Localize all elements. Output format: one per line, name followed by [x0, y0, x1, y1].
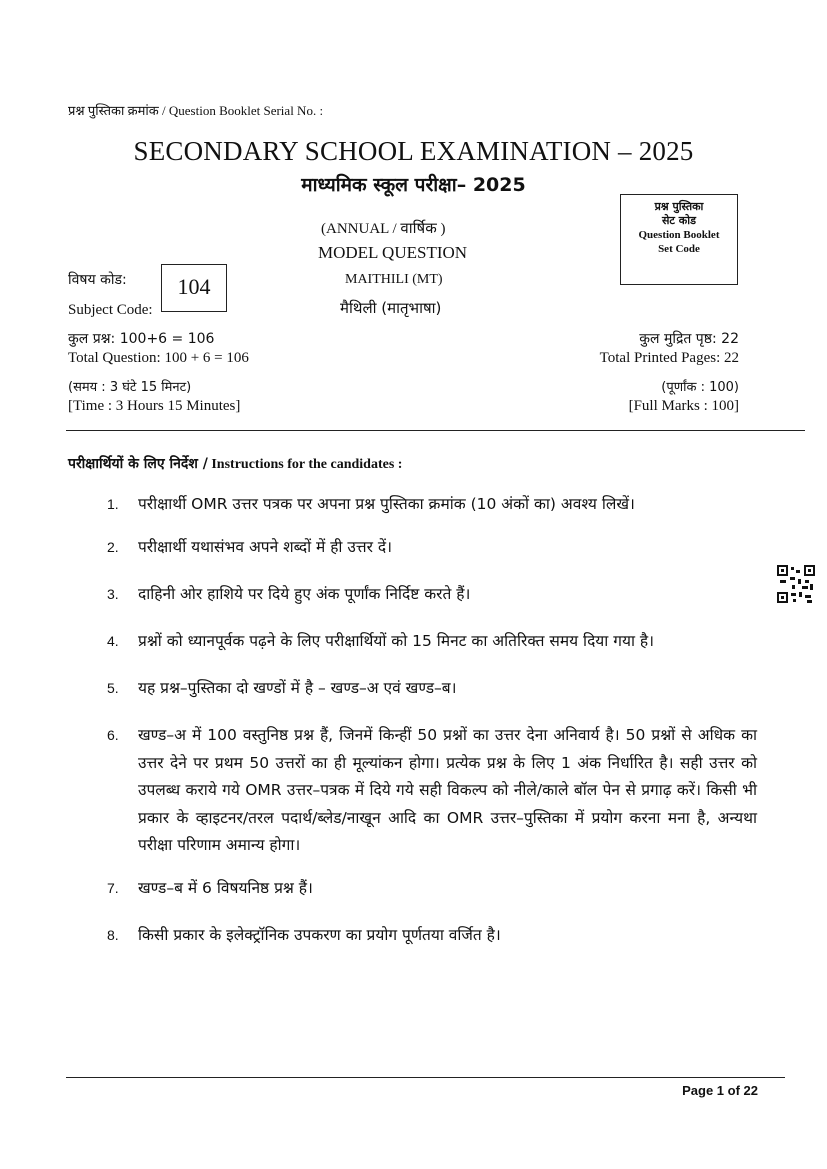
time: [Time : 3 Hours 15 Minutes]	[68, 398, 241, 414]
total-pages: Total Printed Pages: 22	[599, 350, 739, 366]
set-code-box	[620, 194, 738, 285]
list-item	[107, 872, 757, 905]
time-hindi: (समय : 3 घंटे 15 मिनट)	[68, 380, 192, 395]
total-pages-hindi: कुल मुद्रित पृष्ठ: 22	[639, 331, 739, 347]
subject-code-label: Subject Code:	[68, 302, 153, 318]
item-text: दाहिनी ओर हाशिये पर दिये हुए अंक पूर्णांक निर्दिष्ट करते हैं।	[138, 585, 471, 603]
list-item	[107, 625, 757, 658]
total-questions-hindi: कुल प्रश्न: 100+6 = 106	[68, 331, 215, 347]
exam-title-hindi: माध्यमिक स्कूल परीक्षा– 2025	[301, 174, 526, 196]
list-item	[107, 672, 757, 705]
item-number: 4.	[107, 633, 119, 649]
instructions-heading-en: Instructions for the candidates :	[211, 457, 403, 472]
header-divider	[66, 430, 805, 431]
item-text: परीक्षार्थी OMR उत्तर पत्रक पर अपना प्रश्न पुस्तिका क्रमांक (10 अंकों का) अवश्य लिखें।	[138, 495, 635, 513]
list-item	[107, 919, 757, 952]
subject-name: MAITHILI (MT)	[345, 272, 443, 287]
set-code-hindi-line2: सेट कोड	[662, 214, 696, 227]
subject-code-box: 104	[161, 264, 227, 312]
item-text: परीक्षार्थी यथासंभव अपने शब्दों में ही उत्तर दें।	[138, 538, 392, 556]
item-number: 3.	[107, 586, 119, 602]
total-questions: Total Question: 100 + 6 = 106	[68, 350, 249, 366]
set-code-hindi-line1: प्रश्न पुस्तिका	[654, 200, 704, 213]
instructions-list	[107, 488, 757, 952]
item-number: 1.	[107, 496, 119, 512]
exam-title: SECONDARY SCHOOL EXAMINATION – 2025	[133, 136, 694, 166]
list-item	[107, 531, 757, 564]
subject-code-label-hindi: विषय कोड:	[68, 272, 127, 288]
footer-divider	[66, 1077, 785, 1078]
instructions-heading-hindi: परीक्षार्थियों के लिए निर्देश /	[68, 456, 208, 472]
serial-number-label: प्रश्न पुस्तिका क्रमांक / Question Booklet Serial No. :	[68, 103, 324, 118]
set-code-en-line1: Question Booklet	[638, 229, 720, 241]
page-number: Page 1 of 22	[682, 1083, 758, 1098]
item-text: खण्ड–ब में 6 विषयनिष्ठ प्रश्न हैं।	[138, 878, 313, 897]
item-text: यह प्रश्न–पुस्तिका दो खण्डों में है – खण्ड–अ एवं खण्ड–ब।	[138, 679, 457, 697]
item-text: किसी प्रकार के इलेक्ट्रॉनिक उपकरण का प्रयोग पूर्णतया वर्जित है।	[138, 925, 501, 944]
subject-name-hindi: मैथिली (मातृभाषा)	[340, 299, 442, 317]
annual-label: (ANNUAL / वार्षिक )	[321, 221, 446, 237]
item-number: 2.	[107, 539, 119, 555]
model-question-label: MODEL QUESTION	[318, 243, 468, 262]
list-item	[107, 722, 757, 860]
item-number: 7.	[107, 879, 119, 896]
full-marks-hindi: (पूर्णांक : 100)	[661, 380, 739, 395]
item-number: 5.	[107, 680, 119, 696]
item-number: 6.	[107, 727, 119, 743]
set-code-en-line2: Set Code	[658, 243, 700, 255]
full-marks: [Full Marks : 100]	[628, 398, 739, 414]
qr-code-icon	[777, 565, 815, 603]
item-number: 8.	[107, 926, 119, 943]
list-item	[107, 488, 757, 521]
item-text: प्रश्नों को ध्यानपूर्वक पढ़ने के लिए परीक्षार्थियों को 15 मिनट का अतिरिक्त समय दिया गया है।	[138, 632, 654, 650]
instructions-heading	[68, 454, 402, 473]
list-item	[107, 578, 757, 611]
item-text: खण्ड–अ में 100 वस्तुनिष्ठ प्रश्न हैं, जिनमें किन्हीं 50 प्रश्नों का उत्तर देना अनिवार्य है। 50 प्रश्नों से अधिक का उत्तर देने पर प्रथम 50 उत्तरों का ही मूल्यांकन होगा। प्रत्येक प्रश्न के लिए 1 अंक निर्धारित है। सही उत्तर को उपलब्ध कराये गये OMR उत्तर–पत्रक में दिये गये सही विकल्प को नीले/काले बॉल पेन से प्रगाढ़ करें। किसी भी प्रकार के व्हाइटनर/तरल पदार्थ/ब्लेड/नाखून आदि का OMR उत्तर–पुस्तिका में प्रयोग करना मना है, अन्यथा परीक्षा परिणाम अमान्य होगा।	[138, 726, 757, 854]
